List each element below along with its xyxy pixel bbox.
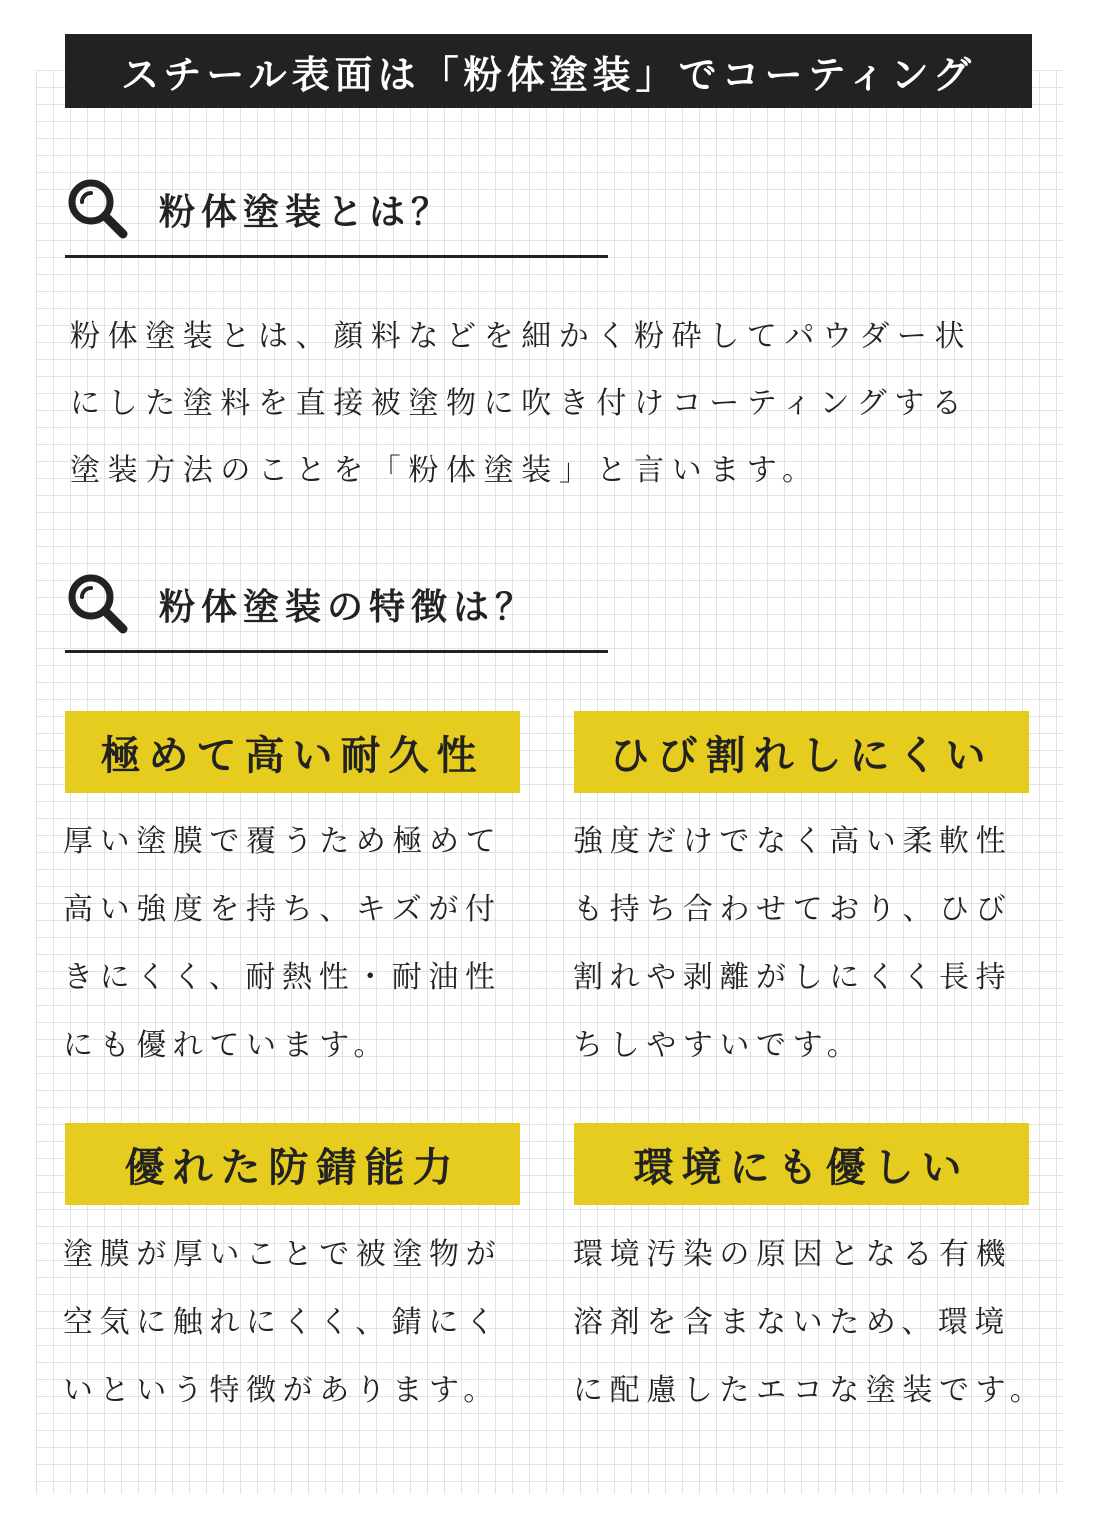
page-banner [65,34,1032,108]
feature-line: 環境汚染の原因となる有機 [573,1237,1013,1272]
feature-title-crack-resistant [574,711,1029,793]
feature-line: 割れや剥離がしにくく長持 [573,960,1013,995]
feature-line: にも優れています。 [63,1028,390,1063]
feature-line: 強度だけでなく高い柔軟性 [573,824,1013,859]
feature-line: も持ち合わせており、ひび [573,892,1013,927]
intro-text [70,303,1030,504]
feature-line: ちしやすいです。 [573,1028,864,1063]
feature-body-rust-prevention [63,1221,533,1425]
magnifier-icon [65,571,129,635]
intro-line: にした塗料を直接被塗物に吹き付けコーティングする [70,386,970,421]
feature-line: 溶剤を含まないため、環境 [573,1305,1011,1340]
feature-line: 空気に触れにくく、錆にく [63,1305,502,1340]
intro-line: 塗装方法のことを「粉体塗装」と言います。 [70,453,820,488]
feature-title-label: 極めて高い耐久性 [100,732,485,779]
feature-line: きにくく、耐熱性・耐油性 [63,960,502,995]
intro-line: 粉体塗装とは、顔料などを細かく粉砕してパウダー状 [70,319,973,354]
magnifier-icon [65,176,129,240]
feature-title-eco-friendly [574,1123,1029,1205]
feature-title-label: 環境にも優しい [633,1144,970,1191]
feature-body-crack-resistant [573,808,1043,1080]
section-heading-what-is [65,172,608,258]
feature-line: 高い強度を持ち、キズが付 [63,892,502,927]
banner-title: スチール表面は「粉体塗装」でコーティング [121,52,976,97]
feature-body-durability [63,808,533,1080]
feature-line: いという特徴があります。 [63,1373,500,1408]
section-heading-features [65,567,608,653]
section-title: 粉体塗装とは？ [159,192,454,233]
feature-title-rust-prevention [65,1123,520,1205]
feature-line: 厚い塗膜で覆うため極めて [63,824,503,859]
feature-line: 塗膜が厚いことで被塗物が [63,1237,503,1272]
feature-title-label: 優れた防錆能力 [124,1144,461,1191]
section-title: 粉体塗装の特徴は？ [159,587,538,628]
feature-line: に配慮したエコな塗装です。 [573,1373,1047,1408]
feature-title-durability [65,711,520,793]
feature-title-label: ひび割れしにくい [609,732,994,779]
feature-body-eco-friendly [573,1221,1047,1425]
